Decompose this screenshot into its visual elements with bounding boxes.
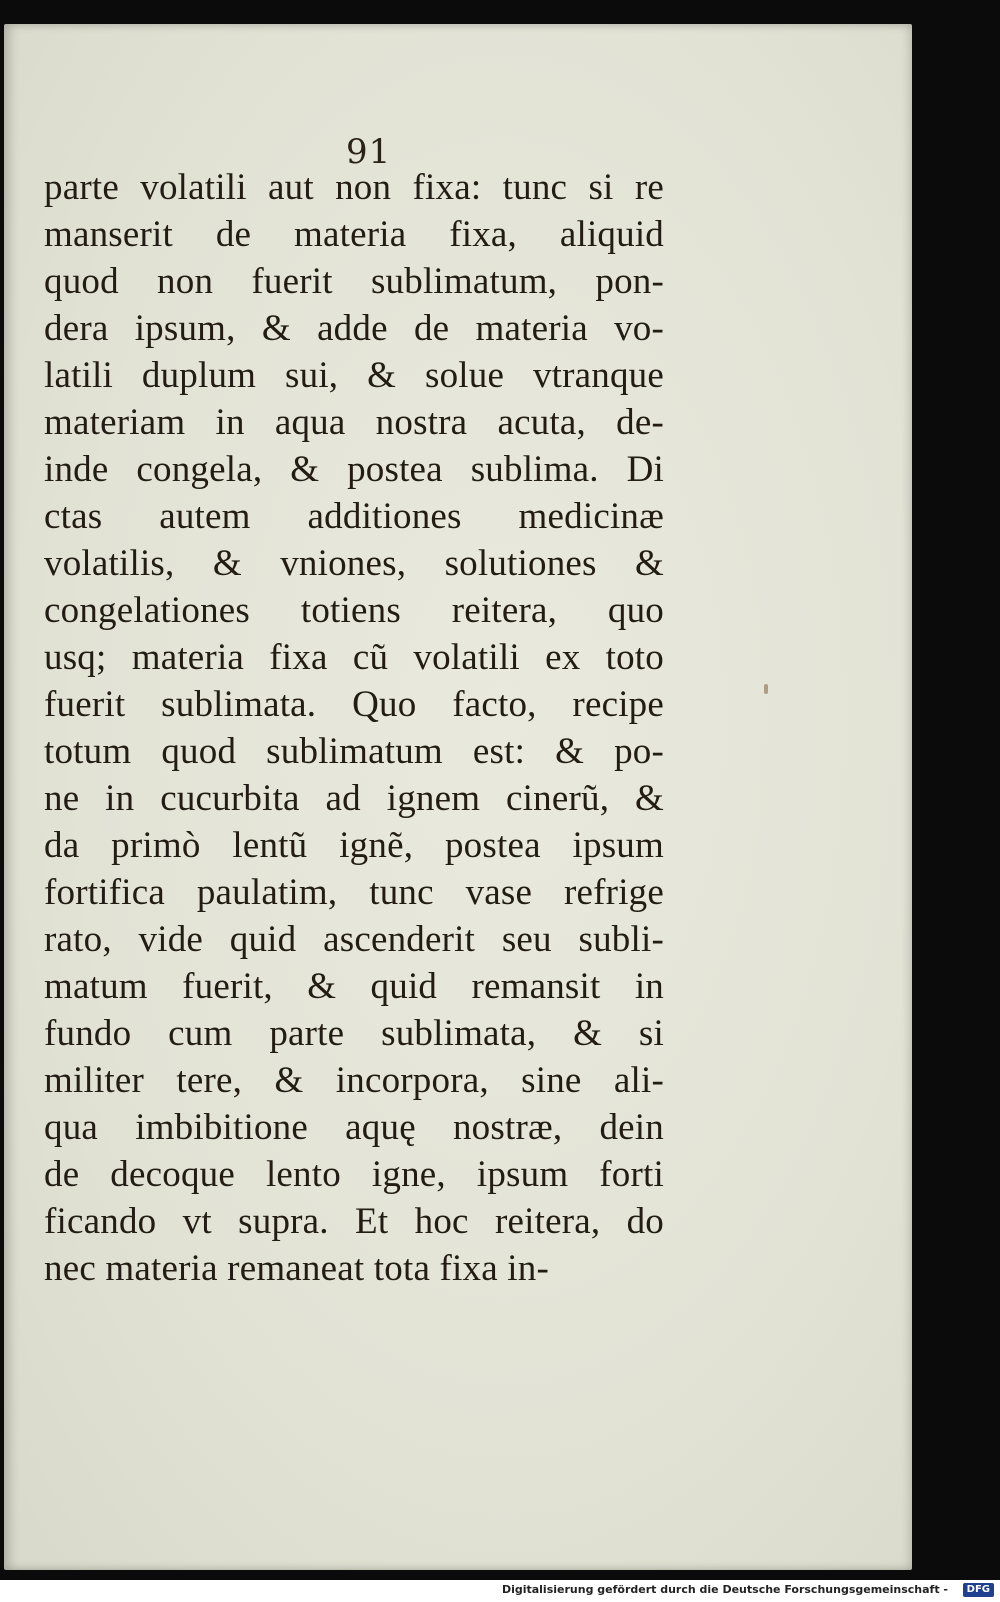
text-line: congelationes totiens reitera, quo	[44, 590, 664, 631]
text-line: da primò lentũ ignẽ, postea ipsum	[44, 825, 664, 866]
text-line: fortifica paulatim, tunc vase refrige	[44, 872, 664, 913]
text-line: ctas autem additiones medicinæ	[44, 496, 664, 537]
paper-stain	[764, 684, 768, 694]
text-line: militer tere, & incorpora, sine ali-	[44, 1060, 664, 1101]
text-line: parte volatili aut non fixa: tunc si re	[44, 167, 664, 208]
text-line: inde congela, & postea sublima. Di	[44, 449, 664, 490]
text-line: qua imbibitione aquę nostræ, dein	[44, 1107, 664, 1148]
book-page	[4, 24, 912, 1570]
text-line: de decoque lento igne, ipsum forti	[44, 1154, 664, 1195]
text-line: usq; materia fixa cũ volatili ex toto	[44, 637, 664, 678]
text-line: rato, vide quid ascenderit seu subli-	[44, 919, 664, 960]
text-line: fundo cum parte sublimata, & si	[44, 1013, 664, 1054]
text-line: fuerit sublimata. Quo facto, recipe	[44, 684, 664, 725]
page-number: 91	[346, 132, 392, 172]
text-line: quod non fuerit sublimatum, pon-	[44, 261, 664, 302]
footer-bar	[0, 1580, 1000, 1602]
text-line: dera ipsum, & adde de materia vo-	[44, 308, 664, 349]
text-line: nec materia remaneat tota fixa in-	[44, 1248, 549, 1289]
body-text	[44, 164, 664, 1292]
text-line: volatilis, & vniones, solutiones &	[44, 543, 664, 584]
text-line: materiam in aqua nostra acuta, de-	[44, 402, 664, 443]
text-line: ficando vt supra. Et hoc reitera, do	[44, 1201, 664, 1242]
text-line: totum quod sublimatum est: & po-	[44, 731, 664, 772]
text-line: latili duplum sui, & solue vtranque	[44, 355, 664, 396]
text-line: manserit de materia fixa, aliquid	[44, 214, 664, 255]
digitization-credit: Digitalisierung gefördert durch die Deutsche Forschungsgemeinschaft -	[501, 1583, 948, 1596]
text-line: matum fuerit, & quid remansit in	[44, 966, 664, 1007]
dfg-logo: DFG	[963, 1583, 994, 1597]
text-line: ne in cucurbita ad ignem cinerũ, &	[44, 778, 664, 819]
